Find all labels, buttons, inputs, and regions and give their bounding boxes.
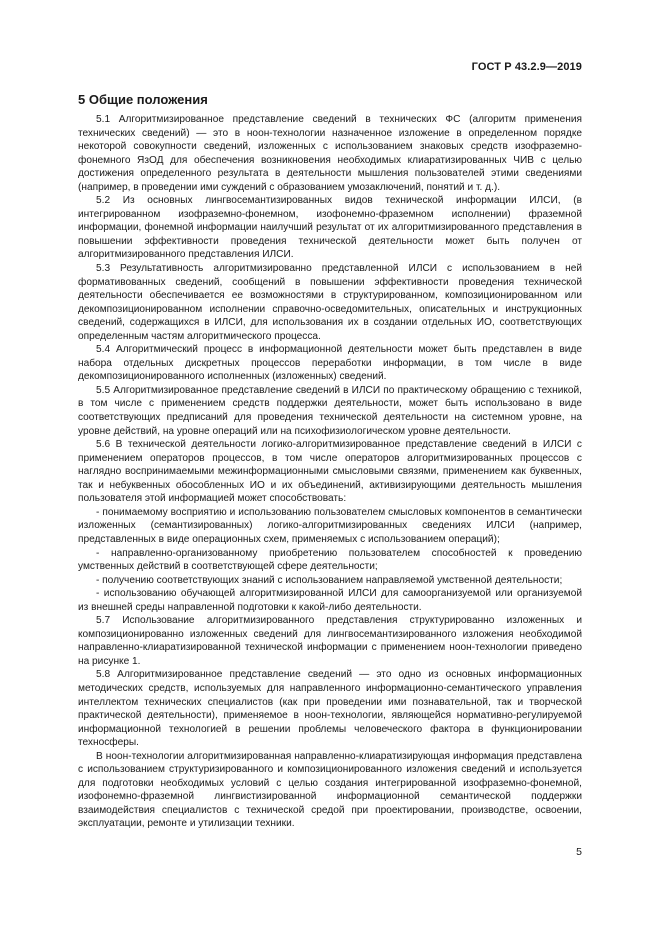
paragraph: В ноон-технологии алгоритмизированная направленно-клиаратизирующая информация представлена с использованием структуризированного и композиционированного изложения сведений и используется для подготовки необходимых условий с целью создания интегрированной изофраземно-фонемной, изофонемно-фраземной лингвистизированной информационной семантической поддержки взаимодействия специалистов с технической средой при проектировании, производстве, освоении, эксплуатации, ремонте и утилизации техники.	[78, 750, 582, 830]
list-item: - получению соответствующих знаний с использованием направляемой умственной деятельности;	[96, 574, 563, 586]
list-item: - направленно-организованному приобретению пользователем способностей к проведению умственных действий в соответствующей сфере деятельности;	[78, 547, 582, 573]
paragraph: 5.4 Алгоритмический процесс в информационной деятельности может быть представлен в виде набора отдельных дискретных процессов переработки информации, в том числе в виде декомпозиционированного исполненных (изложенных) сведений.	[78, 344, 582, 383]
paragraph: 5.2 Из основных лингвосемантизированных видов технической информации ИЛСИ, (в интегрированном изофраземно-фонемном, изофонемно-фраземном исполнении) фраземной информации, фонемной информации наилучший результат от их алгоритмизированного представления в повышении эффективности проведения технической деятельности может быть получен от алгоритмизированного представления ИЛСИ.	[78, 195, 582, 261]
section-title: 5 Общие положения	[78, 92, 208, 107]
paragraph: 5.6 В технической деятельности логико-алгоритмизированное представление сведений в ИЛСИ с применением операторов процессов, в том числе операторов алгоритмизированных процессов с наглядно воспринимаемыми межинформационными смысловыми связями, применением как буквенных, так и небуквенных обособленных ИО и их объединений, активизирующими деятельность мышления пользователя этой информацией может способствовать:	[78, 439, 582, 505]
page-number: 5	[576, 846, 582, 858]
paragraph: 5.1 Алгоритмизированное представление сведений в технических ФС (алгоритм применения технических сведений) — это в ноон-технологии назначенное изложение в определенном порядке некоторой совокупности сведений, изложенных с использованием знаковых средств изофраземно-фонемного ЯзОД для обеспечения возникновения необходимых клиаратизированных ЧИВ с целью достижения определенного результата в деятельности мышления пользователей этими сведениями (например, в проведении ими суждений с образованием умозаключений, понятий и т. д.).	[78, 114, 582, 193]
document-body	[78, 92, 582, 831]
paragraph: 5.5 Алгоритмизированное представление сведений в ИЛСИ по практическому обращению с техникой, в том числе с применением средств поддержки деятельности, может быть использовано в виде соответствующих предписаний для проведения технической деятельности на системном уровне, на уровне действий, на уровне операций или на психофизиологическом уровне деятельности.	[78, 384, 582, 437]
section-content	[78, 113, 582, 831]
list-item: - понимаемому восприятию и использованию пользователем смысловых компонентов в семантически изложенных (семантизированных) логико-алгоритмизированных сведениях ИЛСИ (например, представленных в виде операционных схем, применяемых с использованием операций);	[78, 506, 582, 545]
paragraph: 5.3 Результативность алгоритмизированно представленной ИЛСИ с использованием в ней формативованных сведений, сообщений в повышении эффективности проведения технической деятельности обеспечивается ее возможностями в структурированном, композиционированном или декомпозиционированном исполнении справочно-осведомительных, описательных и инструкционных сведений, содержащихся в ИЛСИ, для использования их в создании отдельных ИО, соответствующих определенным частям алгоритмического процесса.	[78, 263, 582, 342]
paragraph: 5.7 Использование алгоритмизированного представления структурированно изложенных и композиционированно изложенных сведений для лингвосемантизированного изложения необходимой направленно-клиаратизированной технической информации с применением ноон-технологии приведено на рисунке 1.	[78, 615, 582, 667]
list-item: - использованию обучающей алгоритмизированной ИЛСИ для самоорганизуемой или организуемой из внешней среды направленной подготовки к какой-либо деятельности.	[78, 588, 582, 613]
paragraph: 5.8 Алгоритмизированное представление сведений — это одно из основных информационных методических средств, используемых для направленного информационно-семантического управления интеллектом технических специалистов (как при проведении ими познавательной, так и творческой практической деятельности), применяемое в ноон-технологии, являющейся нормативно-регулируемой информационной технологией в решении проблемы человеческого фактора в функционировании техносферы.	[78, 669, 582, 749]
document-header: ГОСТ Р 43.2.9—2019	[471, 61, 582, 73]
